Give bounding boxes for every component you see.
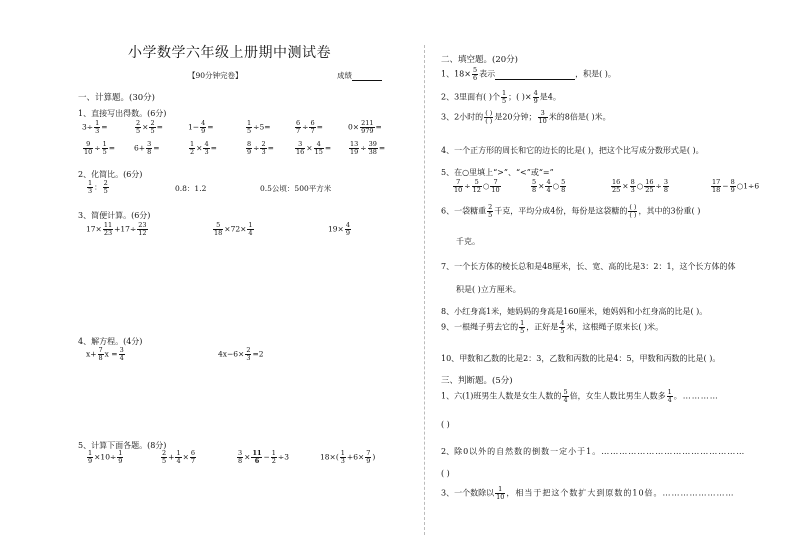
q4-title: 4、解方程。(4分) bbox=[78, 337, 143, 346]
calc-item: 6+ $\frac{3}{8}$ = bbox=[134, 140, 160, 156]
compare-item: $\frac{5}{8}$ × $\frac{4}{4}$ ○ $\frac{5}{8}$ bbox=[532, 178, 566, 194]
judge-q1-paren[interactable]: ( ) bbox=[441, 420, 450, 429]
fill-q8: 8、小红身高1米，她妈妈的身高是160厘米，她妈妈和小红身高的比是( )。 bbox=[441, 307, 708, 316]
calc-expr-4: 18×( $\frac{1}{3}$ +6× $\frac{7}{9}$ ) bbox=[320, 449, 376, 465]
calc-row-2 bbox=[82, 141, 422, 159]
calc-item: $\frac{8}{9}$ ÷ $\frac{2}{3}$ = bbox=[247, 140, 274, 156]
fill-q5: 5、在○里填上“>”、“<”或“=” bbox=[441, 168, 554, 177]
compare-item: $\frac{17}{18}$ − $\frac{8}{9}$ ○1÷6 bbox=[712, 178, 760, 194]
answer-blank bbox=[495, 71, 575, 80]
q1-title: 1、直接写出得数。(6分) bbox=[78, 109, 167, 118]
section-3-title: 三、判断题。(5分) bbox=[441, 376, 513, 386]
judge-q2: 2、除0以外的自然数的倒数一定小于1。………………………………………… bbox=[441, 447, 746, 456]
compare-circle-icon[interactable]: ○ bbox=[482, 181, 490, 191]
equation-2: 4x−6× $\frac{2}{3}$ =2 bbox=[218, 346, 264, 362]
page-title: 小学数学六年级上册期中测试卷 bbox=[128, 45, 331, 61]
fill-q6: 6、一袋糖重 $\frac{2}{5}$ 千克，平均分成4份，每份是这袋糖的 $\frac{( )}{( )}$ ，其中的3份重( ) bbox=[441, 203, 701, 219]
judge-q2-paren[interactable]: ( ) bbox=[441, 469, 450, 478]
calc-item: $\frac{6}{7}$ ÷ $\frac{6}{7}$ = bbox=[296, 119, 323, 135]
q5-title: 5、计算下面各题。(8分) bbox=[78, 441, 167, 450]
judge-q1: 1、六(1)班男生人数是女生人数的 $\frac{5}{4}$ 倍，女生人数比男生人数多 $\frac{1}{4}$ 。………… bbox=[441, 388, 719, 404]
section-1-title: 一、计算题。(30分) bbox=[78, 93, 155, 103]
calc-item: 1− $\frac{4}{9}$ = bbox=[188, 119, 214, 135]
compare-circle-icon[interactable]: ○ bbox=[736, 181, 744, 191]
fill-q4: 4、一个正方形的周长和它的边长的比是( )，把这个比写成分数形式是( )。 bbox=[441, 146, 704, 155]
ratio-item: 0.5公顷：500平方米 bbox=[260, 184, 332, 193]
time-note: 【90分钟完卷】 bbox=[188, 71, 243, 80]
calc-item: $\frac{1}{2}$ × $\frac{4}{3}$ = bbox=[190, 140, 217, 156]
section-2-title: 二、填空题。(20分) bbox=[441, 55, 518, 65]
calc-item: 0× $\frac{211}{979}$ = bbox=[348, 119, 382, 135]
simplify-expr-2: $\frac{5}{18}$ ×72× $\frac{1}{4}$ bbox=[214, 221, 253, 237]
compare-circle-icon[interactable]: ○ bbox=[636, 181, 644, 191]
score-blank bbox=[352, 72, 382, 81]
ratio-item: 0.8：1.2 bbox=[175, 184, 207, 193]
compare-row bbox=[452, 179, 782, 197]
calc-item: 3÷ $\frac{1}{3}$ = bbox=[82, 119, 108, 135]
equation-1: x+ $\frac{7}{8}$ x = $\frac{3}{4}$ bbox=[86, 346, 124, 362]
fill-q7-cont: 积是( )立方厘米。 bbox=[456, 285, 521, 294]
score-field bbox=[337, 72, 382, 81]
compare-item: $\frac{7}{10}$ ÷ $\frac{5}{12}$ ○ $\frac{7}{10}$ bbox=[454, 178, 500, 194]
fill-q6-cont: 千克。 bbox=[456, 237, 480, 246]
fill-q2: 2、3里面有( )个 $\frac{1}{5}$ ；( )× $\frac{4}{9}$ 是4。 bbox=[441, 89, 561, 105]
calc-row-1 bbox=[82, 120, 422, 138]
simplify-expr-1: 17× $\frac{11}{23}$ +17÷ $\frac{23}{12}$ bbox=[86, 221, 147, 237]
fill-q3: 3、2小时的 $\frac{( )}{( )}$ 是20分钟； $\frac{3}{10}$ 米的8倍是( )米。 bbox=[441, 109, 611, 125]
fill-q9: 9、一根绳子剪去它的 $\frac{1}{5}$ ，正好是 $\frac{4}{5}$ 米，这根绳子原来长( )米。 bbox=[441, 319, 664, 335]
score-label: 成绩 bbox=[337, 71, 352, 80]
q2-title: 2、化简比。(6分) bbox=[78, 170, 143, 179]
calc-item: $\frac{9}{10}$ ÷ $\frac{1}{5}$ = bbox=[84, 140, 116, 156]
column-divider bbox=[424, 45, 425, 535]
fill-q1: 1、18× $\frac{5}{6}$ 表示 ，积是( )。 bbox=[441, 66, 616, 82]
calc-item: $\frac{2}{5}$ × $\frac{2}{5}$ = bbox=[136, 119, 163, 135]
judge-q3: 3、一个数除以 $\frac{1}{10}$ ，相当于把这个数扩大到原数的10倍。…………………… bbox=[441, 485, 735, 501]
calc-item: $\frac{1}{5}$ ÷5= bbox=[247, 119, 271, 135]
calc-expr-2: $\frac{2}{5}$ + $\frac{1}{4}$ × $\frac{6}{7}$ bbox=[162, 449, 196, 465]
calc-item: $\frac{3}{16}$ × $\frac{4}{15}$ = bbox=[296, 140, 332, 156]
compare-item: $\frac{16}{25}$ × $\frac{8}{3}$ ○ $\frac{16}{25}$ ÷ $\frac{3}{8}$ bbox=[612, 178, 668, 194]
calc-expr-1: $\frac{1}{9}$ ×10÷ $\frac{1}{9}$ bbox=[88, 449, 123, 465]
calc-expr-3: $\frac{3}{8}$ × $\frac{11}{6}$ − $\frac{1}{2}$ ÷3 bbox=[238, 449, 289, 465]
q3-title: 3、简便计算。(6分) bbox=[78, 211, 151, 220]
calc-item: $\frac{13}{19}$ ÷ $\frac{39}{38}$ = bbox=[350, 140, 386, 156]
fill-q7: 7、一个长方体的棱长总和是48厘米，长、宽、高的比是3：2：1，这个长方体的体 bbox=[441, 262, 736, 271]
simplify-expr-3: 19× $\frac{4}{9}$ bbox=[328, 221, 350, 237]
fill-q10: 10、甲数和乙数的比是2：3，乙数和丙数的比是4：5，甲数和丙数的比是( )。 bbox=[441, 354, 721, 363]
compare-circle-icon[interactable]: ○ bbox=[552, 181, 560, 191]
ratio-item: $\frac{1}{3}$ ： $\frac{2}{5}$ bbox=[88, 179, 108, 195]
